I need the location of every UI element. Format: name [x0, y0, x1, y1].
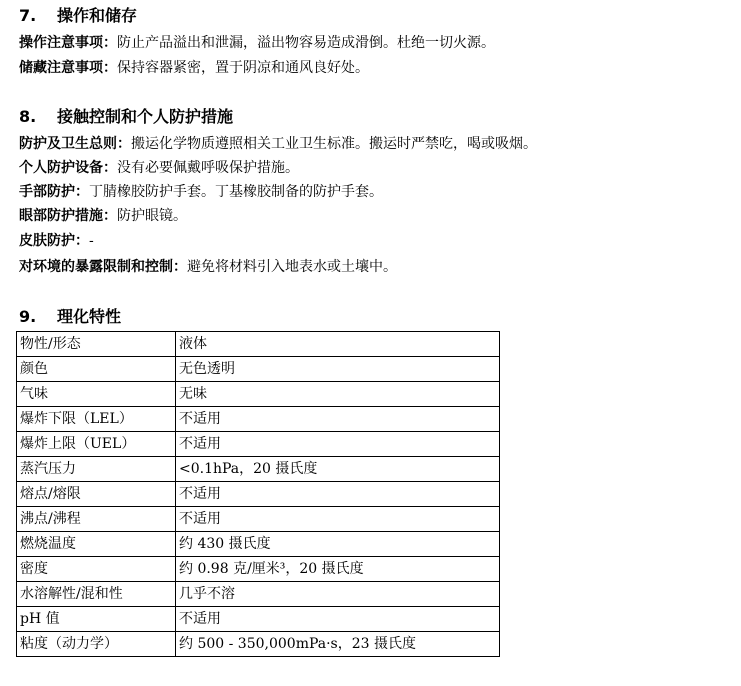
handling-precautions	[19, 33, 495, 53]
section-number: 7.	[19, 6, 37, 25]
storage-precautions	[19, 58, 369, 78]
personal-protective-equipment	[19, 158, 299, 178]
section-title: 理化特性	[57, 307, 122, 326]
physical-chemical-properties-table	[16, 331, 500, 657]
table-row	[17, 557, 500, 582]
field-text: 丁腈橡胶防护手套。丁基橡胶制备的防护手套。	[89, 184, 383, 200]
field-text: 防止产品溢出和泄漏，溢出物容易造成滑倒。杜绝一切火源。	[117, 35, 495, 51]
field-text: 保持容器紧密，置于阴凉和通风良好处。	[117, 60, 369, 76]
property-name: 爆炸上限（UEL）	[17, 432, 176, 457]
table-row	[17, 582, 500, 607]
field-text: 避免将材料引入地表水或土壤中。	[187, 259, 397, 275]
field-label: 眼部防护措施：	[19, 208, 117, 224]
property-value: 不适用	[176, 432, 500, 457]
property-value: 几乎不溶	[176, 582, 500, 607]
field-text: 防护眼镜。	[117, 208, 187, 224]
property-name: 燃烧温度	[17, 532, 176, 557]
section-9-heading	[19, 307, 121, 327]
field-label: 皮肤防护：	[19, 233, 89, 249]
field-label: 对环境的暴露限制和控制：	[19, 259, 187, 275]
section-8-heading	[19, 107, 233, 127]
property-value: 不适用	[176, 507, 500, 532]
property-name: 蒸汽压力	[17, 457, 176, 482]
table-row	[17, 482, 500, 507]
property-value: 无味	[176, 382, 500, 407]
section-title: 接触控制和个人防护措施	[57, 107, 234, 126]
section-title: 操作和储存	[57, 6, 138, 25]
property-value: 不适用	[176, 407, 500, 432]
property-value: 无色透明	[176, 357, 500, 382]
section-number: 9.	[19, 307, 37, 326]
field-label: 个人防护设备：	[19, 160, 117, 176]
property-name: 颜色	[17, 357, 176, 382]
property-name: 密度	[17, 557, 176, 582]
table-row	[17, 532, 500, 557]
property-name: 爆炸下限（LEL）	[17, 407, 176, 432]
field-text: -	[89, 233, 94, 249]
field-text: 没有必要佩戴呼吸保护措施。	[117, 160, 299, 176]
property-name: 水溶解性/混和性	[17, 582, 176, 607]
field-text: 搬运化学物质遵照相关工业卫生标准。搬运时严禁吃，喝或吸烟。	[131, 136, 537, 152]
property-value: <0.1hPa，20 摄氏度	[176, 457, 500, 482]
hand-protection	[19, 182, 383, 202]
property-name: 熔点/熔限	[17, 482, 176, 507]
table-row	[17, 407, 500, 432]
property-value: 液体	[176, 332, 500, 357]
table-row	[17, 382, 500, 407]
table-row	[17, 607, 500, 632]
table-row	[17, 332, 500, 357]
property-name: pH 值	[17, 607, 176, 632]
table-row	[17, 457, 500, 482]
property-value: 不适用	[176, 482, 500, 507]
field-label: 储藏注意事项：	[19, 60, 117, 76]
property-name: 粘度（动力学）	[17, 632, 176, 657]
property-value: 不适用	[176, 607, 500, 632]
environmental-exposure-controls	[19, 257, 397, 277]
hygiene-general	[19, 134, 537, 154]
table-row	[17, 432, 500, 457]
field-label: 防护及卫生总则：	[19, 136, 131, 152]
property-value: 约 500 - 350,000mPa·s，23 摄氏度	[176, 632, 500, 657]
property-name: 沸点/沸程	[17, 507, 176, 532]
property-value: 约 430 摄氏度	[176, 532, 500, 557]
section-7-heading	[19, 6, 137, 26]
table-row	[17, 357, 500, 382]
field-label: 手部防护：	[19, 184, 89, 200]
eye-protection	[19, 206, 187, 226]
table-row	[17, 507, 500, 532]
property-name: 气味	[17, 382, 176, 407]
field-label: 操作注意事项：	[19, 35, 117, 51]
section-number: 8.	[19, 107, 37, 126]
skin-protection	[19, 231, 94, 251]
property-name: 物性/形态	[17, 332, 176, 357]
table-row	[17, 632, 500, 657]
property-value: 约 0.98 克/厘米³，20 摄氏度	[176, 557, 500, 582]
